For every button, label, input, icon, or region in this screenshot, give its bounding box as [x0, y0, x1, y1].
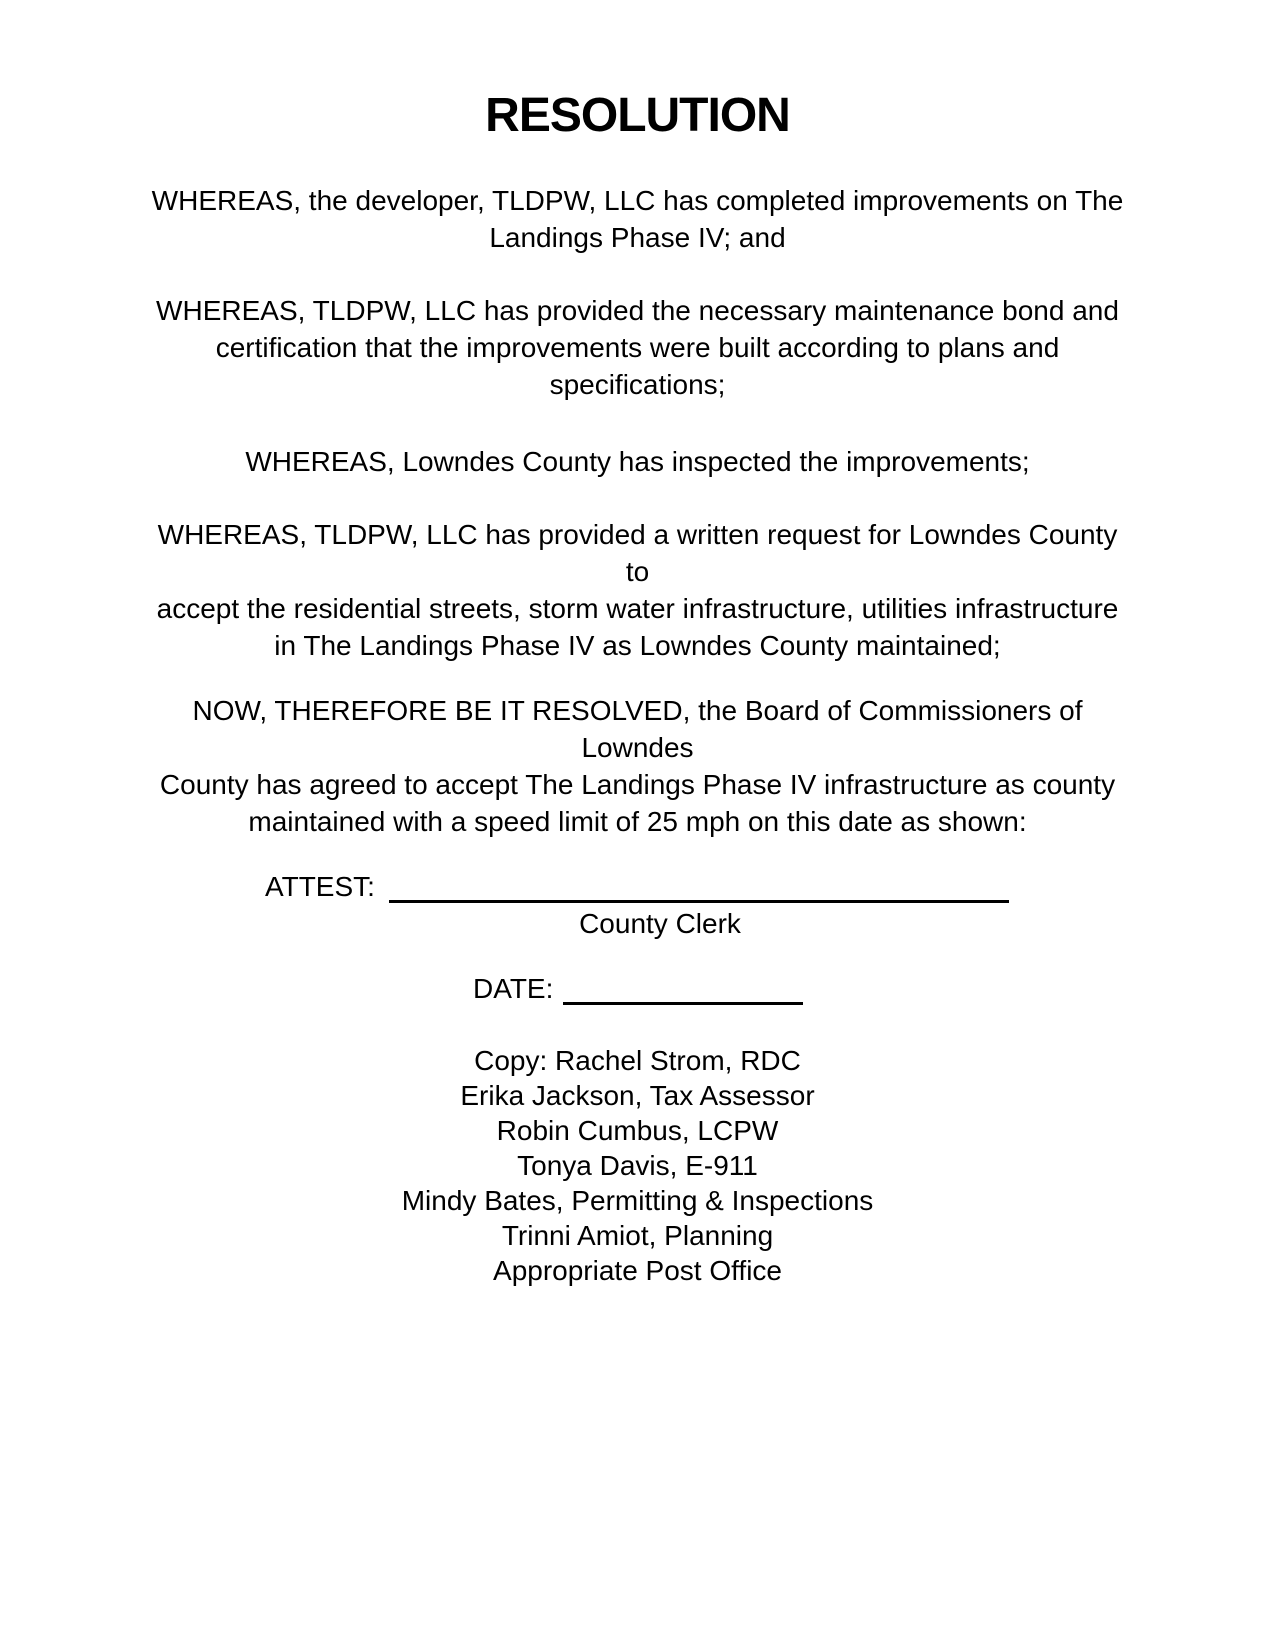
text-line: maintained with a speed limit of 25 mph on this date as shown: [248, 806, 1027, 837]
copy-list-item: Robin Cumbus, LCPW [496, 1115, 779, 1146]
resolved-clause [150, 692, 1125, 840]
text-line: certification that the improvements were built according to plans and [215, 332, 1060, 363]
copy-list-item: Trinni Amiot, Planning [501, 1220, 774, 1251]
text-line: WHEREAS, Lowndes County has inspected the improvements; [245, 446, 1030, 477]
copy-list-item: Tonya Davis, E-911 [517, 1150, 758, 1181]
text-line: County has agreed to accept The Landings Phase IV infrastructure as county [159, 769, 1116, 800]
date-blank-line [563, 1002, 803, 1005]
attest-row [265, 868, 1125, 905]
attest-signature-line [389, 900, 1009, 903]
copy-list-item: Erika Jackson, Tax Assessor [460, 1080, 815, 1111]
whereas-clause-2 [150, 292, 1125, 403]
copy-list-item: Appropriate Post Office [493, 1255, 782, 1286]
copy-list-item: Mindy Bates, Permitting & Inspections [401, 1185, 874, 1216]
signature-caption: County Clerk [579, 908, 741, 939]
copy-list-item: Copy: Rachel Strom, RDC [474, 1045, 801, 1076]
text-line: specifications; [549, 369, 726, 400]
text-line: NOW, THEREFORE BE IT RESOLVED, the Board of Commissioners of Lowndes [192, 695, 1083, 763]
text-line: in The Landings Phase IV as Lowndes County maintained; [274, 630, 1001, 661]
date-row [473, 970, 1125, 1007]
text-line: Landings Phase IV; and [489, 222, 786, 253]
document-title: RESOLUTION [485, 89, 790, 142]
copy-list [150, 1043, 1125, 1288]
text-line: WHEREAS, the developer, TLDPW, LLC has completed improvements on The [151, 185, 1124, 216]
date-label: DATE: [473, 973, 554, 1004]
whereas-clause-4 [150, 516, 1125, 664]
whereas-clause-3 [150, 443, 1125, 480]
text-line: WHEREAS, TLDPW, LLC has provided a written request for Lowndes County to [157, 519, 1118, 587]
whereas-clause-1 [150, 182, 1125, 256]
attest-label: ATTEST: [265, 871, 375, 902]
text-line: accept the residential streets, storm water infrastructure, utilities infrastructure [156, 593, 1119, 624]
text-line: WHEREAS, TLDPW, LLC has provided the necessary maintenance bond and [156, 295, 1119, 326]
